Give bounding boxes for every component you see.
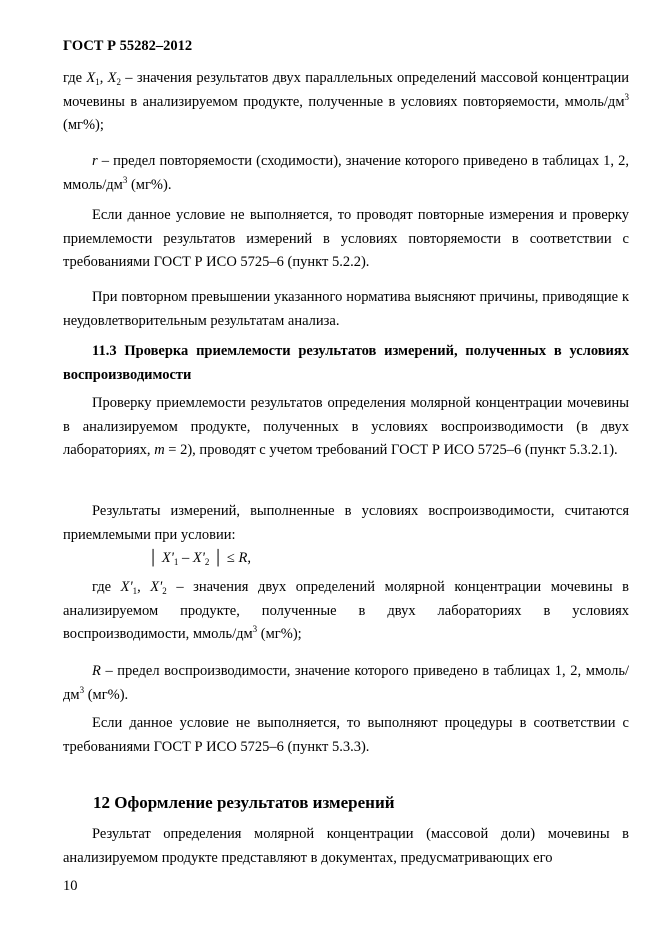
text-lead: где: [92, 579, 121, 595]
var-r-upper: R: [92, 663, 101, 679]
var-x-prime: X': [120, 579, 133, 595]
var-r-upper: R: [238, 550, 248, 566]
relation-sign: ≤: [223, 550, 239, 566]
text-sep: ,: [99, 70, 108, 86]
subscript: 1: [95, 77, 100, 87]
paragraph-acceptance-condition: Результаты измерений, выполненные в условиях воспроизводимости, считаются приемлемыми при условии:: [63, 503, 629, 543]
text-tail: = 2), проводят с учетом требований ГОСТ Р ИСО 5725–6 (пункт 5.3.2.1).: [164, 442, 618, 458]
var-x-prime: X': [192, 550, 205, 566]
var-x: X: [86, 70, 96, 86]
subscript: 2: [116, 77, 121, 87]
text-body: Проверку приемлемости результатов определения молярной концентрации мочевины в анализируемом продукте, полученных в условиях воспроизводимости (в двух лабораториях,: [63, 395, 629, 458]
paragraph-r-definition: [63, 150, 629, 197]
var-x-prime: X': [161, 550, 174, 566]
text-body: – предел повторяемости (сходимости), значение которого приведено в таблицах 1, 2, ммоль/дм: [63, 153, 629, 193]
subscript: 1: [132, 586, 138, 596]
subsection-title: 11.3 Проверка приемлемости результатов измерений, полученных в условиях воспроизводимости: [63, 343, 629, 383]
subscript: 1: [173, 557, 179, 567]
abs-bar-open: │: [148, 550, 159, 566]
formula-end: ,: [247, 550, 251, 566]
paragraph-procedures: Если данное условие не выполняется, то выполняют процедуры в соответствии с требованиями ГОСТ Р ИСО 5725–6 (пункт 5.3.3).: [63, 715, 629, 755]
text-lead: где: [63, 70, 87, 86]
var-r: r: [92, 153, 98, 169]
paragraph-repeated-excess: При повторном превышении указанного норматива выясняют причины, приводящие к неудовлетворительным результатам анализа.: [63, 289, 629, 329]
paragraph-repeat-measurement: Если данное условие не выполняется, то проводят повторные измерения и проверку приемлемости результатов измерений в условиях повторяемости в соответствии с требованиями ГОСТ Р ИСО 5725–6 (пункт 5.2.2).: [63, 207, 629, 270]
paragraph-reproducibility-check: [63, 392, 629, 463]
text-sep: ,: [137, 579, 151, 595]
var-x-prime: X': [150, 579, 163, 595]
paragraph-x-prime-definition: [63, 576, 629, 647]
paragraph-results-reporting: Результат определения молярной концентрации (массовой доли) мочевины в анализируемом продукте представляют в документах, предусматривающих его: [63, 826, 629, 866]
formula-condition: [148, 550, 251, 567]
superscript: 3: [122, 174, 128, 185]
paragraph-R-definition: [63, 660, 629, 707]
text-tail: (мг%);: [257, 626, 302, 642]
minus-sign: –: [178, 550, 193, 566]
var-m: m: [154, 442, 165, 458]
abs-bar-close: │: [212, 550, 224, 566]
page-number: 10: [63, 878, 78, 894]
superscript: 3: [79, 684, 85, 695]
text-tail: (мг%).: [127, 176, 172, 193]
paragraph-x1-x2-definition: [63, 67, 629, 138]
subscript: 2: [204, 557, 210, 567]
var-x: X: [107, 70, 117, 86]
text-body: – значения результатов двух параллельных определений массовой концентрации мочевины в анализируемом продукте, полученные в условиях повторяемости, ммоль/дм: [63, 70, 630, 110]
text-tail: (мг%);: [63, 117, 104, 133]
superscript: 3: [624, 91, 629, 102]
text-body: – предел воспроизводимости, значение которого приведено в таблицах 1, 2, ммоль/дм: [63, 663, 629, 703]
subscript: 2: [162, 586, 167, 596]
superscript: 3: [252, 624, 258, 634]
text-body: – значения двух определений молярной концентрации мочевины в анализируемом продукте, полученные в двух лабораториях в условиях воспроизводимости, ммоль/дм: [63, 579, 630, 642]
text-tail: (мг%).: [84, 686, 129, 703]
document-header: ГОСТ Р 55282–2012: [63, 38, 193, 54]
section-title: 12 Оформление результатов измерений: [93, 793, 395, 812]
